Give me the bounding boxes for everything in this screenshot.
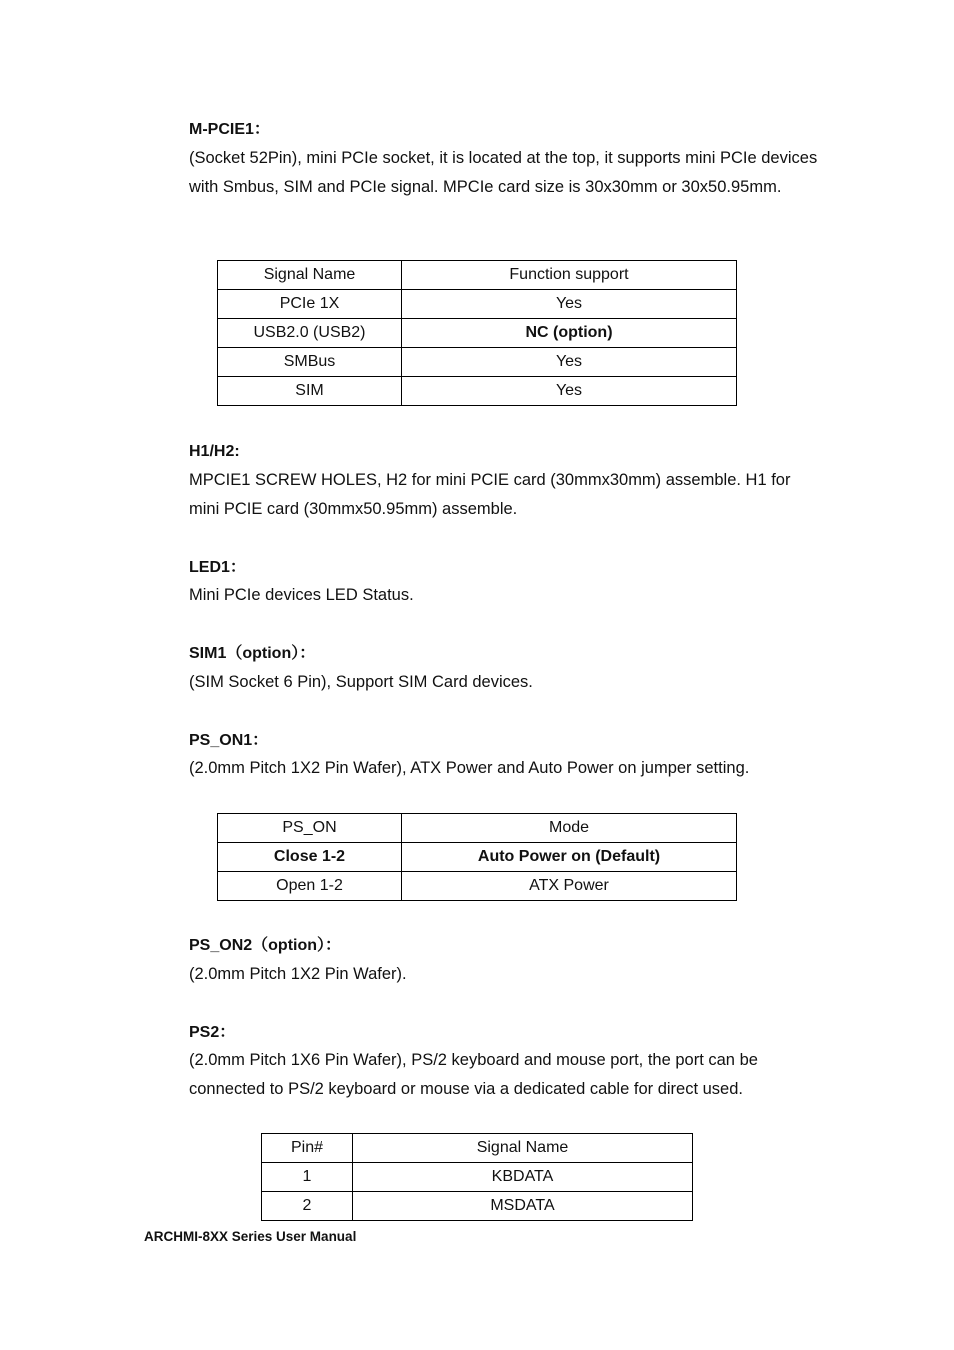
table-cell: Yes [402, 290, 737, 319]
ps2-description: (2.0mm Pitch 1X6 Pin Wafer), PS/2 keyboard and mouse port, the port can be connected to PS/2 keyboard or mouse via a dedicated cable for direct used. [189, 1051, 758, 1098]
led1-heading: LED1： [189, 559, 246, 576]
mpcie-heading: M-PCIE1： [189, 121, 270, 138]
ps2-pin-table [261, 1133, 693, 1221]
table-cell: 2 [262, 1192, 353, 1221]
mpcie-signal-table [217, 260, 737, 406]
table-header-cell: PS_ON [218, 814, 402, 843]
table-cell: Close 1-2 [218, 843, 402, 872]
table-header-cell: Signal Name [353, 1134, 693, 1163]
sim1-description: (SIM Socket 6 Pin), Support SIM Card devices. [189, 673, 533, 691]
sim1-heading: SIM1（option）： [189, 645, 316, 662]
pson1-mode-table [217, 813, 737, 901]
pson1-heading: PS_ON1： [189, 732, 269, 749]
table-cell: KBDATA [353, 1163, 693, 1192]
table-cell: USB2.0 (USB2) [218, 319, 402, 348]
table-row [218, 843, 737, 872]
table-cell: SMBus [218, 348, 402, 377]
table-row [218, 348, 737, 377]
pson2-description: (2.0mm Pitch 1X2 Pin Wafer). [189, 965, 407, 983]
table-cell: PCIe 1X [218, 290, 402, 319]
page-footer: ARCHMI-8XX Series User Manual [144, 1229, 357, 1244]
h1h2-heading: H1/H2: [189, 443, 240, 460]
table-row [218, 290, 737, 319]
table-cell: MSDATA [353, 1192, 693, 1221]
table-cell: ATX Power [402, 872, 737, 901]
pson1-description: (2.0mm Pitch 1X2 Pin Wafer), ATX Power and Auto Power on jumper setting. [189, 759, 750, 777]
table-cell: SIM [218, 377, 402, 406]
table-row [218, 319, 737, 348]
ps2-heading: PS2： [189, 1024, 236, 1041]
table-row [218, 872, 737, 901]
table-cell: Yes [402, 348, 737, 377]
table-row [262, 1192, 693, 1221]
table-header-row [218, 814, 737, 843]
table-header-cell: Pin# [262, 1134, 353, 1163]
table-row [262, 1163, 693, 1192]
h1h2-description: MPCIE1 SCREW HOLES, H2 for mini PCIE card (30mmx30mm) assemble. H1 for mini PCIE card (30mmx50.95mm) assemble. [189, 471, 791, 518]
table-cell: Open 1-2 [218, 872, 402, 901]
table-header-cell: Function support [402, 261, 737, 290]
table-header-row [218, 261, 737, 290]
table-cell: Yes [402, 377, 737, 406]
table-header-row [262, 1134, 693, 1163]
pson2-heading: PS_ON2（option）： [189, 937, 342, 954]
table-header-cell: Signal Name [218, 261, 402, 290]
table-cell: Auto Power on (Default) [402, 843, 737, 872]
mpcie-description: (Socket 52Pin), mini PCIe socket, it is located at the top, it supports mini PCIe devices with Smbus, SIM and PCIe signal. MPCIe card size is 30x30mm or 30x50.95mm. [189, 149, 818, 196]
led1-description: Mini PCIe devices LED Status. [189, 586, 414, 604]
table-cell: 1 [262, 1163, 353, 1192]
table-header-cell: Mode [402, 814, 737, 843]
table-cell: NC (option) [402, 319, 737, 348]
table-row [218, 377, 737, 406]
